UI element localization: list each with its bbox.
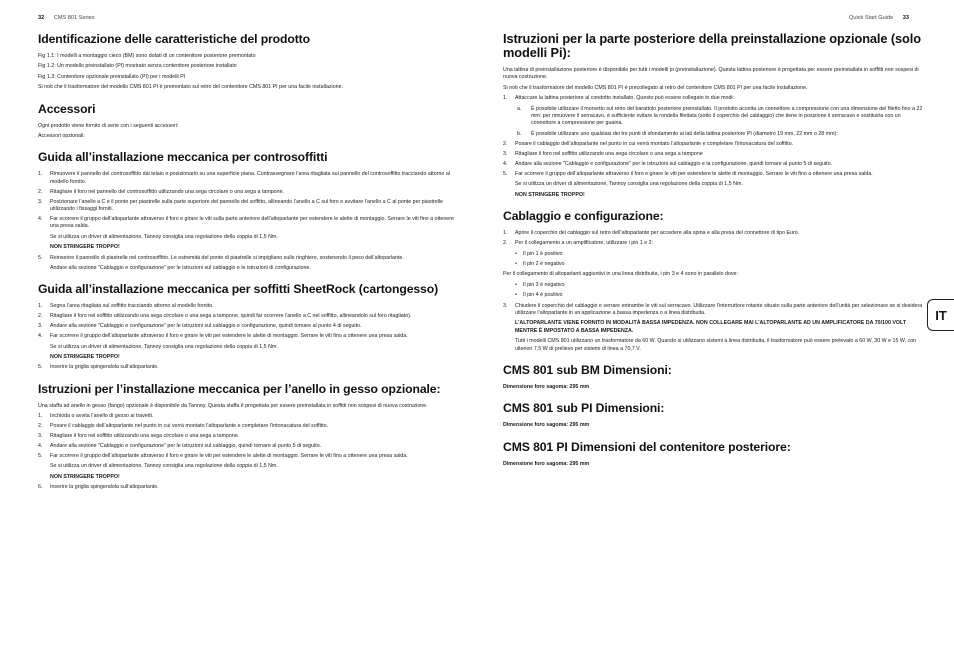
- paragraph: Per il collegamento di altoparlanti aggiuntivi in una linea distribuita, i pin 3 e 4 sono in parallelo dove:: [503, 271, 738, 278]
- paragraph: Accessori opzionali:: [38, 133, 85, 140]
- list-item: 4. Far scorrere il gruppo dell’altoparlante attraverso il foro e girare le viti sulla parte anteriore dell’altoparlante per estendere le alette di montaggio. Serrare le viti fino a ottenere una presa salda.: [38, 215, 454, 230]
- list-item: 1. Aprire il coperchio del cablaggio sul retro dell’altoparlante per accedere alla spina e alla presa del connettore di tipo Euro.: [503, 230, 800, 237]
- bullet-item: • Il pin 4 è positivo: [503, 292, 923, 299]
- instruction-list: [38, 255, 460, 262]
- list-item: 2. Per il collegamento a un amplificatore, utilizzare i pin 1 e 2:: [503, 240, 654, 247]
- section-title: Guida all’installazione meccanica per controsoffitti: [38, 150, 328, 165]
- right-page: [477, 0, 954, 648]
- list-item: 2. Posare il cablaggio dell’altoparlante nel punto in cui verrà montato l’altoparlante e completare l’intonacatura del soffitto.: [38, 423, 329, 430]
- list-item: 4. Andare alla sezione "Cablaggio e configurazione" per le istruzioni sul cablaggio e la configurazione, quindi tornare al punto 5 di seguito.: [503, 161, 833, 168]
- dimension-text: Dimensione foro sagoma: 295 mm: [503, 383, 590, 390]
- section-title: Istruzioni per la parte posteriore della preinstallazione opzionale (solo modelli Pi):: [503, 31, 921, 60]
- sub-item-b: b. È possibile utilizzare uno qualsiasi dei tre punti di sfondamento ai lati della lattina posteriore PI (diametro 19 mm, 22 mm o 28 mm):: [517, 130, 838, 137]
- paragraph: Si noti che il trasformatore del modello CMS 801 PI è precollegato al retro del contenitore CMS 801 PI per una facile installazione.: [503, 84, 808, 91]
- instruction-list: [503, 303, 923, 318]
- section-title: Identificazione delle caratteristiche del prodotto: [38, 32, 310, 46]
- list-item: 3. Ritagliare il foro nel soffitto utilizzando una sega circolare o una sega a tampone: [503, 151, 703, 158]
- instruction-list: [38, 413, 460, 460]
- list-item: 5. Inserire la griglia spingendola sull’altoparlante.: [38, 364, 159, 371]
- list-item: 2. Ritagliare il foro nel soffitto utilizzando una sega circolare o una sega a tampone, quindi far scorrere l’anello a C nel soffitto, allineandolo sul foro ritagliato).: [38, 313, 412, 320]
- paragraph: Una staffa ad anello in gesso (fango) opzionale è disponibile da Tannoy. Questa staffa è progettata per essere preinstallata in soffitti non sospesi di nuova costruzione.: [38, 402, 428, 409]
- guide-name: Quick Start Guide: [849, 15, 894, 21]
- note: Se si utilizza un driver di alimentazione, Tannoy consiglia una regolazione della coppia di 1,5 Nm.: [50, 233, 278, 240]
- warning: L’ALTOPARLANTE VIENE FORNITO IN MODALITÀ BASSA IMPEDENZA. NON COLLEGARE MAI L’ALTOPARLANTE AD UN AMPLIFICATORE DA 70/100 VOLT MENTRE È IMPOSTATO A BASSA IMPEDENZA.: [515, 320, 907, 334]
- list-item: 3. Ritagliare il foro nel soffitto utilizzando una sega circolare o una sega a tampone.: [38, 432, 240, 439]
- paragraph: Fig 1.1: I modelli a montaggio cieco (BM) sono dotati di un contenitore posteriore premontato: [38, 53, 256, 59]
- instruction-list: [38, 364, 460, 371]
- dimension-text: Dimensione foro sagoma: 295 mm: [503, 422, 590, 429]
- list-item: 3. Chiudere il coperchio del cablaggio e serrare entrambe le viti sul serracavo. Utilizzare l’interruttore rotante situato sulla parte anteriore dell’unità per selezionare se si desidera utilizzare l’altoparlante in un’applicazione a bassa impedenza o a linea distribuita.: [503, 302, 923, 316]
- page-number: 33: [902, 15, 909, 21]
- note: Andare alla sezione "Cablaggio e configurazione" per le istruzioni sul cablaggio e le istruzioni di configurazione.: [50, 265, 311, 271]
- list-item: 6. Inserire la griglia spingendola sull’altoparlante.: [38, 484, 159, 490]
- list-item: 1. Rimuovere il pannello del controsoffitto dal telaio e posizionarlo su una superficie piana. Contrassegnare l’area ritagliata sul pannello del controsoffitto tracciando attorno al modello fornito.: [38, 171, 450, 185]
- instruction-list: [38, 484, 460, 491]
- list-item: 1. Inchioda o avvita l’anello di gesso ai travetti.: [38, 413, 154, 420]
- bullet-item: • Il pin 2 è negativo: [503, 261, 923, 268]
- left-column: [38, 32, 460, 494]
- bullet-item: • Il pin 1 è positivo: [503, 251, 923, 258]
- section-title: CMS 801 PI Dimensioni del contenitore posteriore:: [503, 439, 791, 454]
- bullet-item: • Il pin 3 è negativo: [503, 282, 923, 289]
- list-item: 4. Far scorrere il gruppo dell’altoparlante attraverso il foro e girare le viti per estendere le alette di montaggio. Serrare le viti fino a ottenere una presa salda.: [38, 333, 408, 340]
- list-item: 2. Ritagliare il foro nel pannello del controsoffitto utilizzando una sega circolare o una sega a tampone.: [38, 188, 284, 195]
- paragraph: Fig 1.3: Contenitore opzionale preinstallato (PI) per i modelli PI: [38, 73, 186, 80]
- section-title: Istruzioni per l’installazione meccanica per l’anello in gesso opzionale:: [38, 381, 441, 396]
- paragraph: Una lattina di preinstallazione posteriore è disponibile per tutti i modelli pi (preinstallazione). Questa lattina posteriore è progettata per essere preinstallata in soffitti non sospesi di nuova costruzione.: [503, 67, 919, 81]
- list-item: 5. Far scorrere il gruppo dell’altoparlante attraverso il foro e girare le viti per estendere le alette di montaggio. Serrare le viti fino a ottenere una presa salda.: [503, 170, 873, 177]
- dimension-text: Dimensione foro sagoma: 295 mm: [503, 460, 590, 467]
- list-item: 2. Posare il cablaggio dell’altoparlante nel punto in cui verrà montato l’altoparlante e completare l’intonacatura del soffitto.: [503, 141, 794, 148]
- warning: NON STRINGERE TROPPO!: [50, 353, 120, 360]
- section-title: CMS 801 sub PI Dimensioni:: [503, 401, 665, 416]
- instruction-list: [38, 303, 460, 340]
- note: Se si utilizza un driver di alimentazione, Tannoy consiglia una regolazione della coppia di 1,5 Nm.: [50, 343, 278, 350]
- right-header: [849, 15, 909, 21]
- list-item: 1. Segna l’area ritagliata sul soffitto tracciando attorno al modello fornito.: [38, 303, 214, 310]
- instruction-list: [503, 141, 923, 178]
- list-item: 5. Reinserire il pannello di piastrelle nel controsoffitto. Le estremità del ponte di piastrelle si impigliano sulle ringhiere, sostenendo il peso dell’altoparlante.: [38, 254, 404, 261]
- paragraph: Si noti che il trasformatore del modello CMS 801 PI è premontato sul retro del contenitore CMS 801 PI per una facile installazione.: [38, 84, 344, 91]
- paragraph: Tutti i modelli CMS 801 utilizzano un trasformatore da 60 W. Quando si utilizzano sistemi a linea distribuita, il trasformatore può essere prelevato a 60 W, 30 W e 15 W, con ulteriori 7,5 W di prelievo per sistemi di linea a 70,7 V.: [515, 338, 917, 352]
- section-title: Guida all’installazione meccanica per soffitti SheetRock (cartongesso): [38, 282, 439, 297]
- language-tab: IT: [927, 299, 954, 331]
- instruction-list: [503, 230, 923, 247]
- note: Se si utilizza un driver di alimentazione, Tannoy consiglia una regolazione della coppia di 1,5 Nm.: [50, 463, 278, 470]
- instruction-list: [38, 171, 460, 230]
- list-item: 3. Posizionare l’anello a C e il ponte per piastrelle sulla parte superiore del pannello del soffitto, allineando l’anello a C sul foro e avvitare l’anello a C al ponte per piastrelle utilizzando i fissaggi forniti.: [38, 198, 443, 213]
- list-item: 1. Attaccare la lattina posteriore al condotto installato. Questo può essere collegato in due modi:: [503, 95, 735, 102]
- right-column: [503, 32, 923, 471]
- paragraph: Ogni prodotto viene fornito di serie con i seguenti accessori:: [38, 122, 179, 129]
- warning: NON STRINGERE TROPPO!: [515, 191, 585, 198]
- section-title: Cablaggio e configurazione:: [503, 209, 664, 224]
- warning: NON STRINGERE TROPPO!: [50, 244, 120, 251]
- warning: NON STRINGERE TROPPO!: [50, 473, 120, 480]
- section-title: CMS 801 sub BM Dimensioni:: [503, 362, 672, 377]
- left-header: [38, 15, 95, 21]
- sub-item-a: a. È possibile utilizzare il morsetto sul retro del barattolo posteriore preinstallato. Il prodotto accetta un connettore a compressione con una dimensione del filetto fino a 22 mm: per rimuovere il serracavo, è sufficiente svitare la rondella filettata (sotto il coperchio del cablaggio) che tiene in posizione il serracavo e sostituirla con un connettore a compressione per guaina.: [517, 105, 923, 127]
- list-item: 5. Far scorrere il gruppo dell’altoparlante attraverso il foro e girare le viti per estendere le alette di montaggio. Serrare le viti fino a ottenere una presa salda.: [38, 452, 408, 459]
- list-item: 3. Andare alla sezione "Cablaggio e configurazione" per le istruzioni sul cablaggio e configurazione, quindi tornare al punto 4 di seguito.: [38, 323, 362, 330]
- paragraph: Fig 1.2: Un modello preinstallato (PI) mostrato senza contenitore posteriore installato: [38, 63, 237, 70]
- page-number: 32: [38, 15, 45, 21]
- note: Se si utilizza un driver di alimentazione, Tannoy consiglia una regolazione della coppia di 1,5 Nm.: [515, 181, 743, 188]
- section-title: Accessori: [38, 101, 96, 116]
- instruction-list: [503, 95, 923, 102]
- list-item: 4. Andare alla sezione "Cablaggio e configurazione" per le istruzioni sul cablaggio, quindi tornare al punto 5 di seguito.: [38, 442, 322, 449]
- series-name: CMS 801 Series: [53, 15, 95, 21]
